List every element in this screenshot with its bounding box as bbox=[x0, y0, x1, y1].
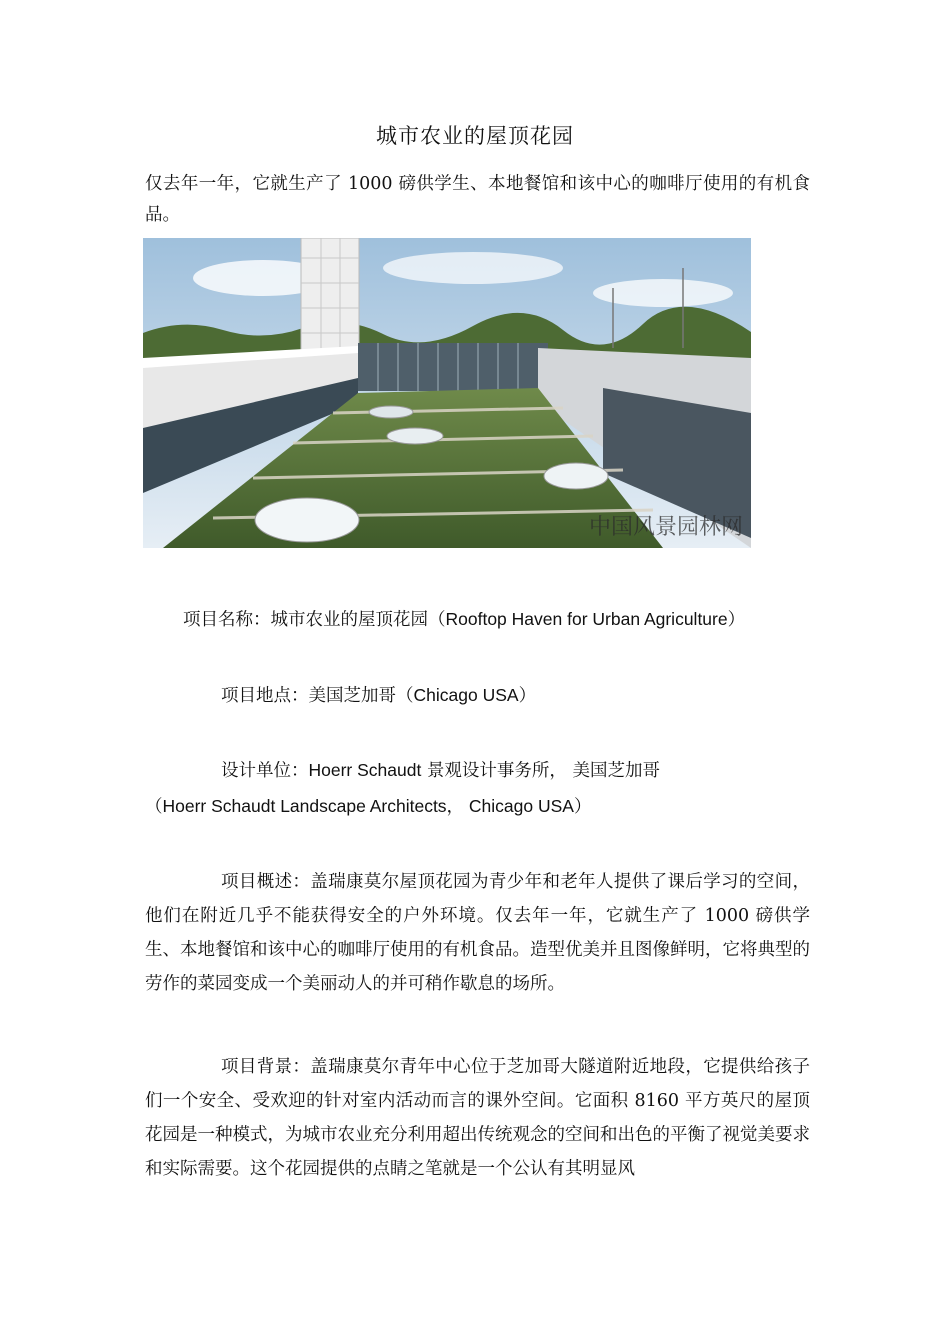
designer-line: 设计单位：Hoerr Schaudt 景观设计事务所， 美国芝加哥 bbox=[221, 760, 660, 781]
designer-line-en: （Hoerr Schaudt Landscape Architects， Chicago USA） bbox=[145, 796, 592, 817]
page-title: 城市农业的屋顶花园 bbox=[376, 124, 574, 148]
watermark-text: 中国风景园林网 bbox=[588, 515, 743, 540]
overview-paragraph: 项目概述：盖瑞康莫尔屋顶花园为青少年和老年人提供了课后学习的空间，他们在附近几乎不能获得安全的户外环境。仅去年一年，它就生产了 1000 磅供学生、本地餐馆和该中心的咖啡厅使用的有机食品。造型优美并且图像鲜明，它将典型的劳作的菜园变成一个美丽动人的并可稍作歇息的场所。 bbox=[145, 872, 810, 994]
intro-paragraph: 仅去年一年，它就生产了 1000 磅供学生、本地餐馆和该中心的咖啡厅使用的有机食品。 bbox=[145, 174, 810, 225]
rooftop-garden-photo bbox=[143, 238, 751, 548]
project-name-line: 项目名称：城市农业的屋顶花园（Rooftop Haven for Urban Agriculture） bbox=[183, 609, 746, 630]
background-paragraph: 项目背景：盖瑞康莫尔青年中心位于芝加哥大隧道附近地段，它提供给孩子们一个安全、受欢迎的针对室内活动而言的课外空间。它面积 8160 平方英尺的屋顶花园是一种模式，为城市农业充分利用超出传统观念的空间和出色的平衡了视觉美要求和实际需要。这个花园提供的点睛之笔就是一个公认有其明显风 bbox=[145, 1057, 810, 1179]
project-location-line: 项目地点：美国芝加哥（Chicago USA） bbox=[221, 685, 537, 706]
